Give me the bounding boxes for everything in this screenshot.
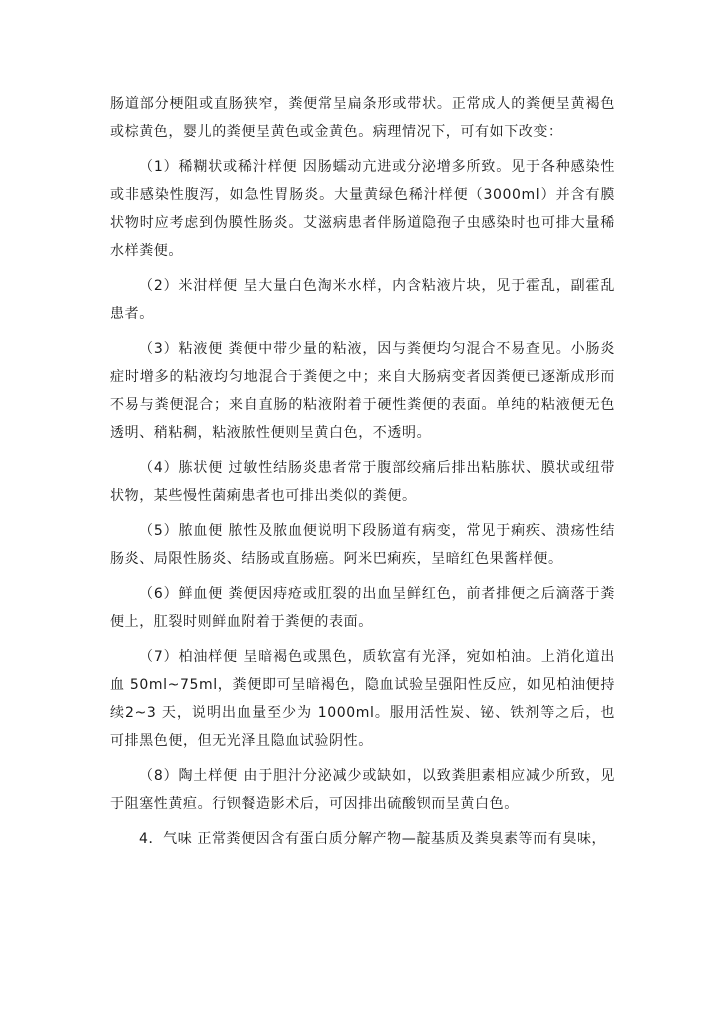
paragraph-section-4-odor: 4．气味 正常粪便因含有蛋白质分解产物—靛基质及粪臭素等而有臭味， bbox=[139, 831, 607, 847]
paragraph-item-8: （8）陶土样便 由于胆汁分泌减少或缺如，以致粪胆素相应减少所致，见于阻塞性黄疸。行钡餐造影术后，可因排出硫酸钡而呈黄白色。 bbox=[110, 768, 615, 812]
document-body bbox=[110, 90, 615, 860]
paragraph-intro: 肠道部分梗阻或直肠狭窄，粪便常呈扁条形或带状。正常成人的粪便呈黄褐色或棕黄色，婴儿的粪便呈黄色或金黄色。病理情况下，可有如下改变： bbox=[110, 96, 615, 140]
paragraph-item-7: （7）柏油样便 呈暗褐色或黑色，质软富有光泽，宛如柏油。上消化道出血 50ml~75ml，粪便即可呈暗褐色，隐血试验呈强阳性反应，如见柏油便持续2~3 天，说明出血量至少为 1000ml。服用活性炭、铋、铁剂等之后，也可排黑色便，但无光泽且隐血试验阴性。 bbox=[110, 649, 615, 749]
paragraph-item-3: （3）粘液便 粪便中带少量的粘液，因与粪便均匀混合不易查见。小肠炎症时增多的粘液均匀地混合于粪便之中；来自大肠病变者因粪便已逐渐成形而不易与粪便混合；来自直肠的粘液附着于硬性粪便的表面。单纯的粘液便无色透明、稍粘稠，粘液脓性便则呈黄白色，不透明。 bbox=[110, 341, 615, 441]
paragraph-item-1: （1）稀糊状或稀汁样便 因肠蠕动亢进或分泌增多所致。见于各种感染性或非感染性腹泻，如急性胃肠炎。大量黄绿色稀汁样便（3000ml）并含有膜状物时应考虑到伪膜性肠炎。艾滋病患者伴肠道隐孢子虫感染时也可排大量稀水样粪便。 bbox=[110, 159, 615, 259]
paragraph-item-6: （6）鲜血便 粪便因痔疮或肛裂的出血呈鲜红色，前者排便之后滴落于粪便上，肛裂时则鲜血附着于粪便的表面。 bbox=[110, 586, 615, 630]
paragraph-item-2: （2）米泔样便 呈大量白色淘米水样，内含粘液片块，见于霍乱，副霍乱患者。 bbox=[110, 278, 615, 322]
paragraph-item-4: （4）胨状便 过敏性结肠炎患者常于腹部绞痛后排出粘胨状、膜状或纽带状物，某些慢性菌痢患者也可排出类似的粪便。 bbox=[110, 460, 615, 504]
paragraph-item-5: （5）脓血便 脓性及脓血便说明下段肠道有病变，常见于痢疾、溃疡性结肠炎、局限性肠炎、结肠或直肠癌。阿米巴痢疾，呈暗红色果酱样便。 bbox=[110, 523, 615, 567]
